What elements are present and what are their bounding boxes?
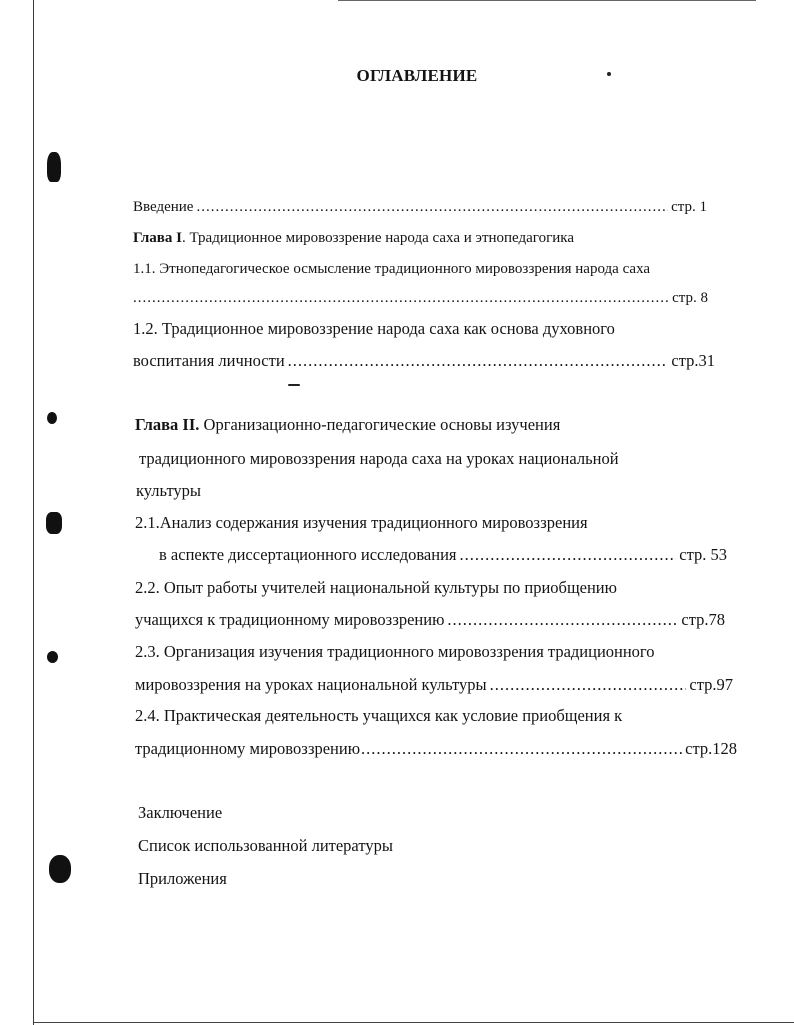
toc-section-2-4-leader xyxy=(135,739,737,759)
toc-entry-label: учащихся к традиционному мировоззрению xyxy=(135,610,445,629)
toc-page-number: стр.78 xyxy=(681,610,725,629)
toc-page-number: стр. 1 xyxy=(671,199,707,215)
toc-section-1-1-leader xyxy=(133,288,708,308)
toc-section-2-1-leader xyxy=(159,545,727,565)
binding-hole-mark xyxy=(47,412,57,424)
toc-section-2-2: 2.2. Опыт работы учителей национальной культуры по приобщению xyxy=(135,578,617,597)
dot-leader xyxy=(133,288,669,308)
binding-hole-mark xyxy=(49,855,71,883)
toc-chapter-2 xyxy=(135,415,560,435)
toc-section-2-3: 2.3. Организация изучения традиционного мировоззрения традиционного xyxy=(135,642,655,661)
dot-leader xyxy=(490,675,687,695)
toc-page-number: стр.31 xyxy=(671,351,715,370)
toc-page-number: стр.128 xyxy=(685,739,737,758)
scan-edge-top xyxy=(338,0,756,1)
binding-hole-mark xyxy=(47,651,58,663)
dot-leader xyxy=(447,610,678,630)
dot-leader xyxy=(288,351,669,371)
toc-section-2-1: 2.1.Анализ содержания изучения традиционного мировоззрения xyxy=(135,513,588,532)
toc-section-2-4: 2.4. Практическая деятельность учащихся как условие приобщения к xyxy=(135,706,623,725)
toc-entry-label: в аспекте диссертационного исследования xyxy=(159,545,457,564)
scan-edge-bottom xyxy=(33,1022,794,1023)
toc-section-1-1: 1.1. Этнопедагогическое осмысление традиционного мировоззрения народа саха xyxy=(133,261,651,277)
toc-chapter-1 xyxy=(133,228,574,248)
toc-chapter-2-line3: культуры xyxy=(136,481,202,500)
toc-section-1-2-leader xyxy=(133,351,715,371)
toc-section-2-2-leader xyxy=(135,610,725,630)
binding-hole-mark xyxy=(47,152,61,182)
chapter-prefix: Глава II. xyxy=(135,415,200,434)
toc-page-number: стр.97 xyxy=(689,675,733,694)
binding-hole-mark xyxy=(46,512,62,534)
toc-chapter-2-line2: традиционного мировоззрения народа саха на уроках национальной xyxy=(139,449,619,468)
toc-entry-label: традиционному мировоззрению xyxy=(135,739,361,758)
scan-speck xyxy=(288,384,300,386)
toc-entry-label: мировоззрения на уроках национальной культуры xyxy=(135,675,487,694)
scan-edge-left xyxy=(33,0,34,1025)
chapter-prefix: Глава I xyxy=(133,230,182,246)
dot-leader xyxy=(361,739,684,759)
dot-leader xyxy=(196,197,668,217)
toc-page-number: стр. 8 xyxy=(672,290,708,306)
toc-page-number: стр. 53 xyxy=(679,545,727,564)
chapter-title: . Традиционное мировоззрение народа саха и этнопедагогика xyxy=(181,230,574,246)
toc-section-1-2: 1.2. Традиционное мировоззрение народа саха как основа духовного xyxy=(133,319,615,338)
toc-section-2-3-leader xyxy=(135,675,733,695)
toc-appendix: Приложения xyxy=(138,869,227,888)
toc-bibliography: Список использованной литературы xyxy=(138,836,393,855)
toc-entry-label: воспитания личности xyxy=(133,351,285,370)
chapter-title: Организационно-педагогические основы изучения xyxy=(199,415,561,434)
toc-entry-label: Введение xyxy=(133,199,194,215)
dot-leader xyxy=(460,545,677,565)
toc-conclusion: Заключение xyxy=(138,803,223,822)
page-title: ОГЛАВЛЕНИЕ xyxy=(356,66,478,85)
toc-entry-intro xyxy=(133,197,707,217)
